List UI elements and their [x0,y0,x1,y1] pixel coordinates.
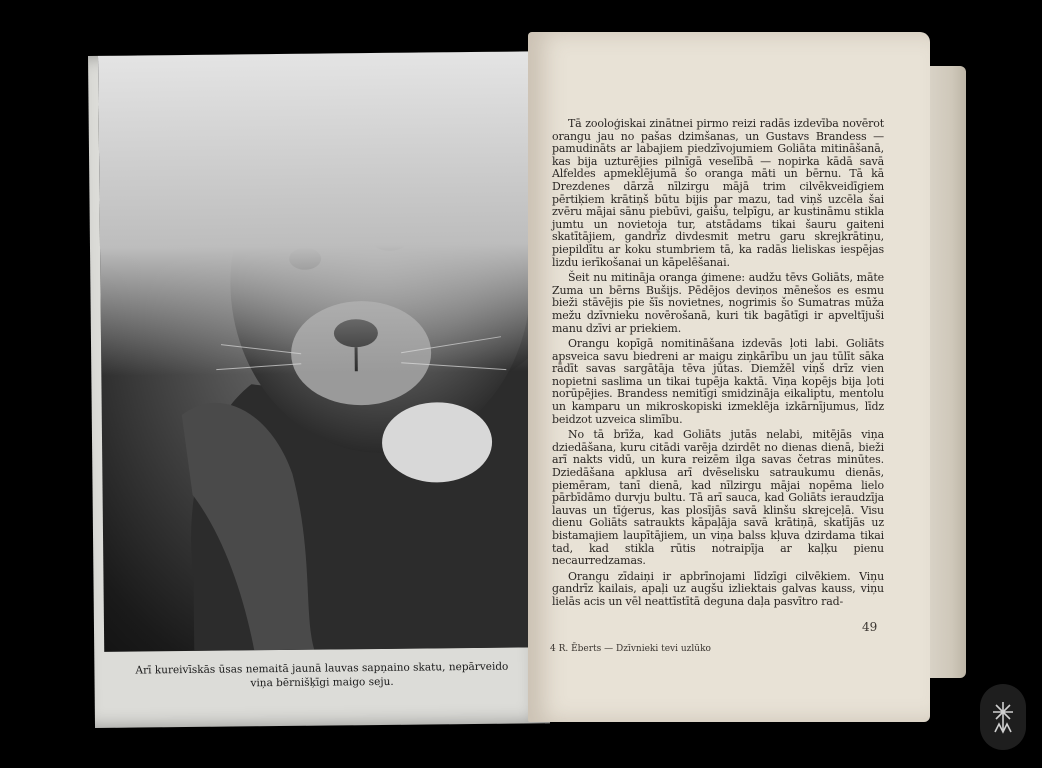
page-edges [930,66,966,678]
paragraph: Orangu kopīgā nomitināšana izdevās ļoti labi. Goliāts apsveica savu biedreni ar maigu ziņkārību un jau tūlīt sāka rādīt savas sargātāja tēva jūtas. Diemžēl viņš drīz vien nopietni saslima un tikai tupēja kaktā. Viņa kopējs bija ļoti norūpējies. Brandess nemitīgi smidzināja eikaliptu, mentolu un kamparu un mikroskopiski izmeklēja izkārnījumus, līdz beidzot uzveica slimību. [552,337,884,426]
body-text [552,118,884,612]
right-page [528,32,930,722]
ornament-icon [980,684,1026,750]
paragraph: Orangu zīdaiņi ir apbrīnojami līdzīgi cilvēkiem. Viņu gandrīz kailais, apaļi uz augšu izliektais galvas kauss, viņu lielās acis un vēl neattīstītā deguna daļa pasvītro rad- [552,569,884,608]
lion-cub-photo [98,51,539,652]
photo-caption: Arī kureivīskās ūsas nemaitā jaunā lauvas sapņaino skatu, nepārveido viņa bērnišķīgi maigo seju. [135,660,509,690]
left-page [88,51,550,728]
paragraph: Tā zooloģiskai zinātnei pirmo reizi radās izdevība novērot orangu jau no pašas dzimšanas, un Gustavs Brandess — pamudināts ar labajiem piedzīvojumiem Goliāta mitināšanā, kas bija uzturējies pilnīgā veselībā — nopirka kādā savā Alfeldes apmeklējumā šo oranga māti un bērnu. Tā kā Drezdenes dārzā nīlzirgu mājā trim cilvēkveidīgiem pērtiķiem krātiņš būtu bijis par mazu, tad viņš uzcēla šai zvēru mājai sānu piebūvi, gaišu, telpīgu, ar kustināmu stikla jumtu un novietoja tur, atstādams tikai šauru gaiteni skatītājiem, gandrīz divdesmit metru garu skrejkrātiņu, piepildītu ar koku stumbriem tā, ka radās lieliskas iespējas lizdu ierīkošanai un kāpelēšanai. [552,117,884,269]
page-number: 49 [862,620,878,634]
paragraph: Šeit nu mitināja oranga ģimene: audžu tēvs Goliāts, māte Zuma un bērns Bušijs. Pēdējos deviņos mēnešos es esmu bieži stāvējis pie šīs novietnes, nogrimis šo Sumatras mūža mežu dzīvnieku novērošanā, kuri tik bagātīgi ir apveltījuši manu dzīvi ar priekiem. [552,271,884,335]
watermark-logo [980,684,1026,750]
signature-footer: 4 R. Ēberts — Dzīvnieki tevi uzlūko [550,644,711,654]
photo-background [98,51,536,376]
paragraph: No tā brīža, kad Goliāts jutās nelabi, mitējās viņa dziedāšana, kuru citādi varēja dzirdēt no dienas dienā, bieži arī nakts vidū, un kura reizēm ilga savas četras minūtes. Dziedāšana apklusa arī dvēselisku satraukumu dienās, piemēram, tanī dienā, kad nīlzirgu mājai nopēma lielo pārbīdāmo durvju bultu. Tā arī sauca, kad Goliāts ieraudzīja lauvas un tīģerus, kas plosījās savā klinšu skrejceļā. Visu dienu Goliāts satraukts kāpaļāja savā krātiņā, skatījās uz bistamajiem laupītājiem, un viņa balss kļuva dzirdama tikai tad, kad stikla rūtis notraipīja ar kaļķu pienu necaurredzamas. [552,428,884,568]
